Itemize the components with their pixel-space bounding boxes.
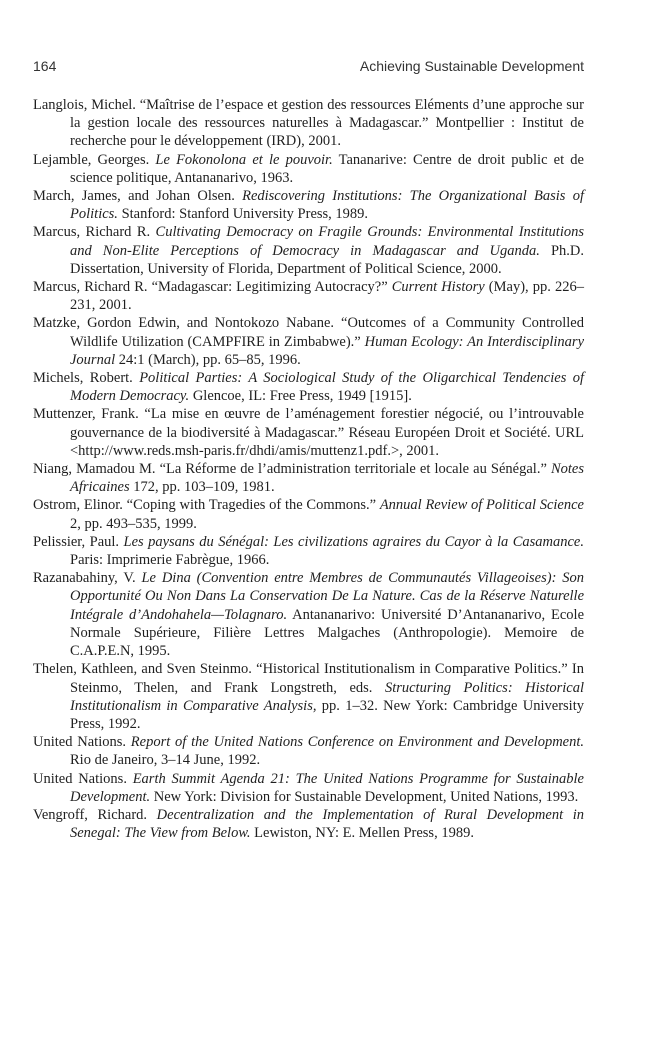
entry-text: 172, pp. 103–109, 1981.: [129, 479, 275, 496]
entry-text: New York: Division for Sustainable Development, United Nations, 1993.: [150, 788, 579, 805]
entry-title-italic: Rediscovering Institutions: The Organizational Basis of Politics.: [70, 188, 584, 223]
entry-text: Glencoe, IL: Free Press, 1949 [1915].: [189, 388, 412, 405]
entry-text: Niang, Mamadou M. “La Réforme de l’administration territoriale et locale au Sénégal.”: [33, 461, 551, 478]
running-head: [33, 58, 584, 74]
entry-title-italic: Earth Summit Agenda 21: The United Nations Programme for Sustainable Development.: [70, 770, 584, 805]
entry-text: (May), pp. 226–231, 2001.: [70, 279, 584, 314]
entry-title-italic: Cultivating Democracy on Fragile Grounds: Environmental Institutions and Non-Elite Perceptions of Democracy in Madagascar and Uganda.: [70, 224, 584, 259]
entry-text: Tananarive: Centre de droit public et de science politique, Antananarivo, 1963.: [70, 151, 584, 186]
running-title: Achieving Sustainable Development: [359, 58, 584, 74]
entry-text: Razanabahiny, V.: [33, 570, 142, 587]
entry-title-italic: Report of the United Nations Conference on Environment and Development.: [130, 734, 585, 751]
entry-text: United Nations.: [33, 734, 131, 751]
entry-title-italic: Notes Africaines: [70, 461, 584, 496]
entry-text: Antananarivo: Université D’Antananarivo, Ecole Normale Supérieure, Filière Lettres Malgaches (Anthropologie). Memoire de C.A.P.E.N, 1995.: [70, 606, 585, 660]
entry-text: Pelissier, Paul.: [33, 533, 124, 550]
entry-text: Rio de Janeiro, 3–14 June, 1992.: [70, 752, 261, 769]
entry-text: Ostrom, Elinor. “Coping with Tragedies of the Commons.”: [33, 497, 380, 514]
bibliography-entry: [33, 187, 584, 223]
entry-title-italic: Political Parties: A Sociological Study of the Oligarchical Tendencies of Modern Democracy.: [70, 370, 584, 405]
bibliography-entry: [33, 151, 584, 187]
entry-text: March, James, and Johan Olsen.: [33, 188, 243, 205]
entry-text: Langlois, Michel. “Maîtrise de l’espace et gestion des ressources Eléments d’une approche sur la gestion locale des ressources naturelles à Madagascar.” Montpellier : Institut de recherche pour le développement (IRD), 2001.: [33, 97, 584, 150]
entry-text: Matzke, Gordon Edwin, and Nontokozo Nabane. “Outcomes of a Community Controlled Wildlife Utilization (CAMPFIRE in Zimbabwe).”: [33, 315, 584, 350]
bibliography-entry: [33, 496, 584, 532]
bibliography-entry: [33, 733, 584, 769]
entry-title-italic: Le Fokonolona et le pouvoir.: [155, 151, 333, 168]
entry-text: Ph.D. Dissertation, University of Florida, Department of Political Science, 2000.: [70, 242, 584, 277]
entry-title-italic: Structuring Politics: Historical Institutionalism in Comparative Analysis,: [70, 679, 584, 714]
entry-text: Thelen, Kathleen, and Sven Steinmo. “Historical Institutionalism in Comparative Politics.” In Steinmo, Thelen, and Frank Longstreth, eds.: [33, 661, 584, 696]
bibliography-entry: [33, 369, 584, 405]
entry-title-italic: Decentralization and the Implementation of Rural Development in Senegal: The View from Below.: [70, 806, 584, 842]
entry-title-italic: Current History: [391, 279, 485, 296]
bibliography-entry: [33, 770, 584, 806]
bibliography-entry: [33, 533, 584, 569]
entry-text: pp. 1–32. New York: Cambridge University Press, 1992.: [70, 697, 584, 732]
entry-title-italic: Human Ecology: An Interdisciplinary Journal: [70, 333, 584, 368]
entry-title-italic: Les paysans du Sénégal: Les civilizations agraires du Cayor à la Casamance.: [123, 533, 584, 550]
bibliography-entry: [33, 223, 584, 278]
bibliography-entry: [33, 569, 584, 660]
bibliography-entry: [33, 278, 584, 314]
bibliography-entry: [33, 405, 584, 460]
entry-title-italic: Le Dina (Convention entre Membres de Communautés Villageoises): Son Opportunité Ou Non Dans La Conservation De La Nature. Cas de la Réserve Naturelle Intégrale d’Andohahela—Tolagnaro.: [70, 570, 584, 623]
entry-text: Marcus, Richard R. “Madagascar: Legitimizing Autocracy?”: [33, 279, 392, 296]
entry-text: Muttenzer, Frank. “La mise en œuvre de l’aménagement forestier négocié, ou l’introuvable gouvernance de la biodiversité à Madagascar.” Réseau Européen Droit et Société. URL <http://www.reds.msh-paris.fr/dhdi/amis/muttenz1.pdf.>, 2001.: [33, 406, 584, 459]
entry-text: Lejamble, Georges.: [33, 151, 156, 168]
bibliography-list: [33, 96, 584, 842]
bibliography-entry: [33, 660, 584, 733]
bibliography-entry: [33, 314, 584, 369]
entry-text: United Nations.: [33, 770, 133, 787]
entry-text: 24:1 (March), pp. 65–85, 1996.: [115, 351, 301, 368]
entry-text: Paris: Imprimerie Fabrègue, 1966.: [70, 552, 270, 569]
page-number: 164: [33, 58, 57, 74]
entry-text: 2, pp. 493–535, 1999.: [70, 515, 197, 532]
bibliography-entry: [33, 460, 584, 496]
entry-text: Stanford: Stanford University Press, 1989.: [117, 206, 369, 223]
bibliography-entry: [33, 96, 584, 151]
entry-text: Marcus, Richard R.: [33, 224, 156, 241]
entry-title-italic: Annual Review of Political Science: [379, 497, 584, 514]
bibliography-entry: [33, 806, 584, 842]
entry-text: Vengroff, Richard.: [33, 806, 157, 823]
entry-text: Michels, Robert.: [33, 370, 140, 387]
entry-text: Lewiston, NY: E. Mellen Press, 1989.: [250, 825, 474, 842]
